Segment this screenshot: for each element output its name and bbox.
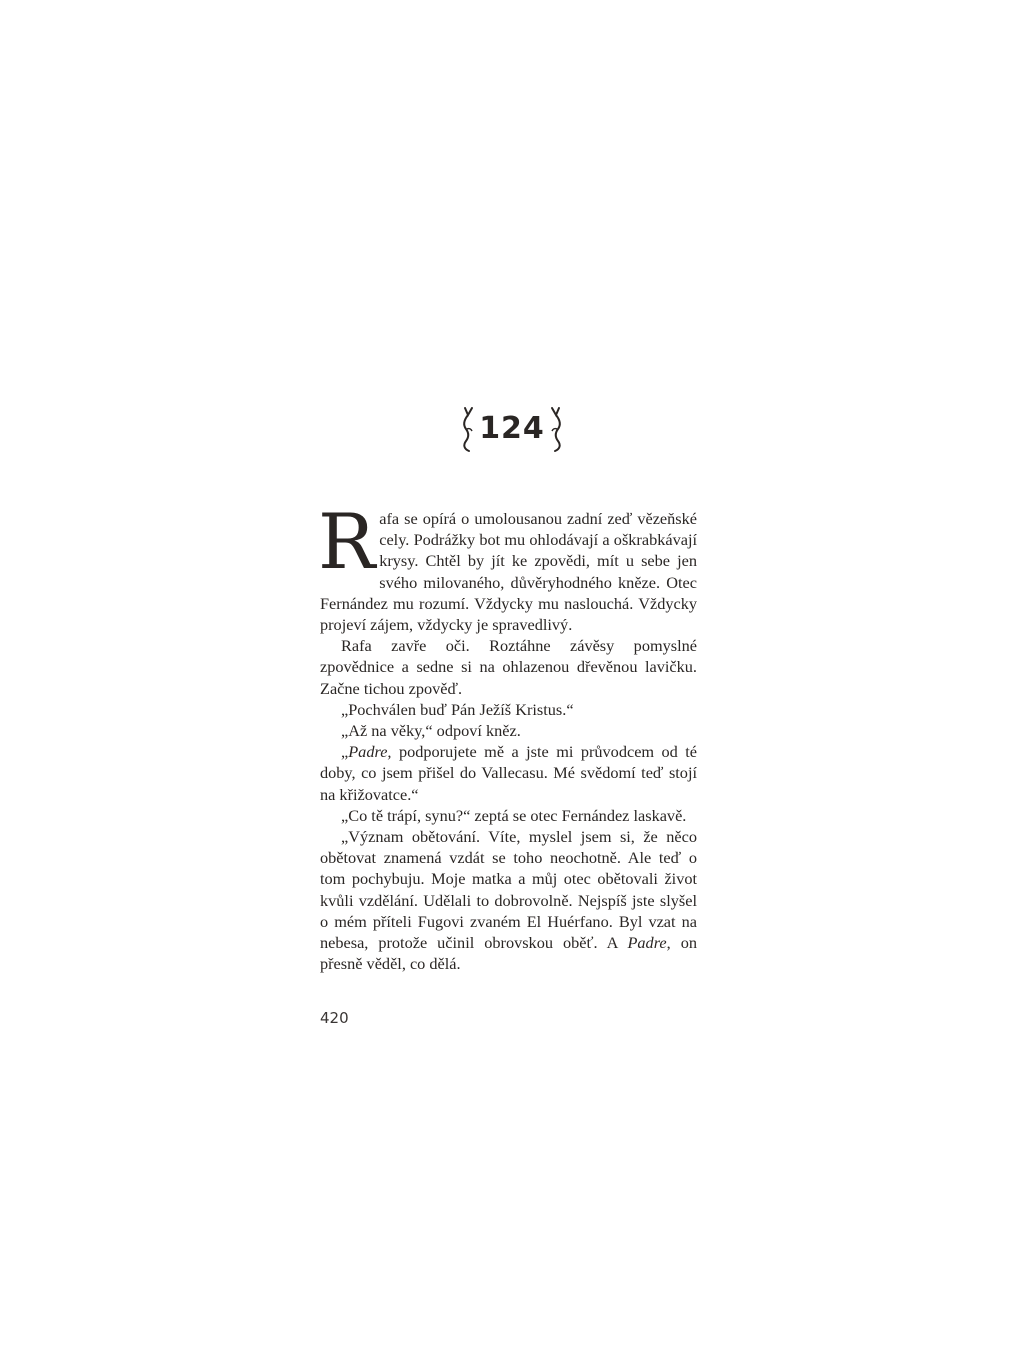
paragraph: [320, 826, 697, 974]
chapter-heading: [0, 400, 1024, 456]
paragraph: [320, 741, 697, 805]
left-ornament-icon: [460, 405, 476, 453]
quote-open: „: [341, 742, 349, 762]
paragraph: „Co tě trápí, synu?“ zeptá se otec Fernández laskavě.: [341, 805, 687, 825]
right-ornament-icon: [548, 405, 564, 453]
page-number: 420: [320, 1009, 349, 1027]
paragraph-text: „Význam obětování. Víte, myslel jsem si, že něco obětovat znamená vzdát se toho neochotně. Ale teď o tom pochybuju. Moje matka a můj otec obětovali život kvůli vzdělání. Udělali to dobrovolně. Nejspíš jste slyšel o mém příteli Fugovi zvaném El Huérfano. Byl vzat na nebesa, protože učinil obrovskou oběť. A: [320, 827, 697, 953]
paragraph: Rafa zavře oči. Roztáhne závěsy pomyslné zpovědnice a sedne si na ohlazenou dřevěnou lavičku. Začne tichou zpověď.: [320, 636, 697, 698]
paragraph: „Pochválen buď Pán Ježíš Kristus.“: [341, 699, 574, 719]
paragraph: „Až na věky,“ odpoví kněz.: [341, 721, 521, 741]
drop-cap: R: [318, 497, 376, 586]
paragraph-text: , on přesně věděl, co dělá.: [320, 933, 697, 974]
italic-word: Padre,: [348, 742, 392, 762]
paragraph: [318, 497, 697, 635]
chapter-number: 124: [479, 410, 545, 446]
body-text: [318, 497, 697, 974]
paragraph-text: afa se opírá o umolousanou zadní zeď vězeňské cely. Podrážky bot mu ohlodávají a oškrabkávají krysy. Chtěl by jít ke zpovědi, mít u sebe jen svého milovaného, důvěryhodného kněze. Otec Fernández mu rozumí. Vždycky mu naslouchá. Vždycky projeví zájem, vždycky je spravedlivý.: [320, 509, 697, 635]
italic-word: Padre: [627, 933, 667, 953]
paragraph-text: podporujete mě a jste mi průvodcem od té doby, co jsem přišel do Vallecasu. Mé svědomí teď stojí na křižovatce.“: [320, 742, 697, 804]
